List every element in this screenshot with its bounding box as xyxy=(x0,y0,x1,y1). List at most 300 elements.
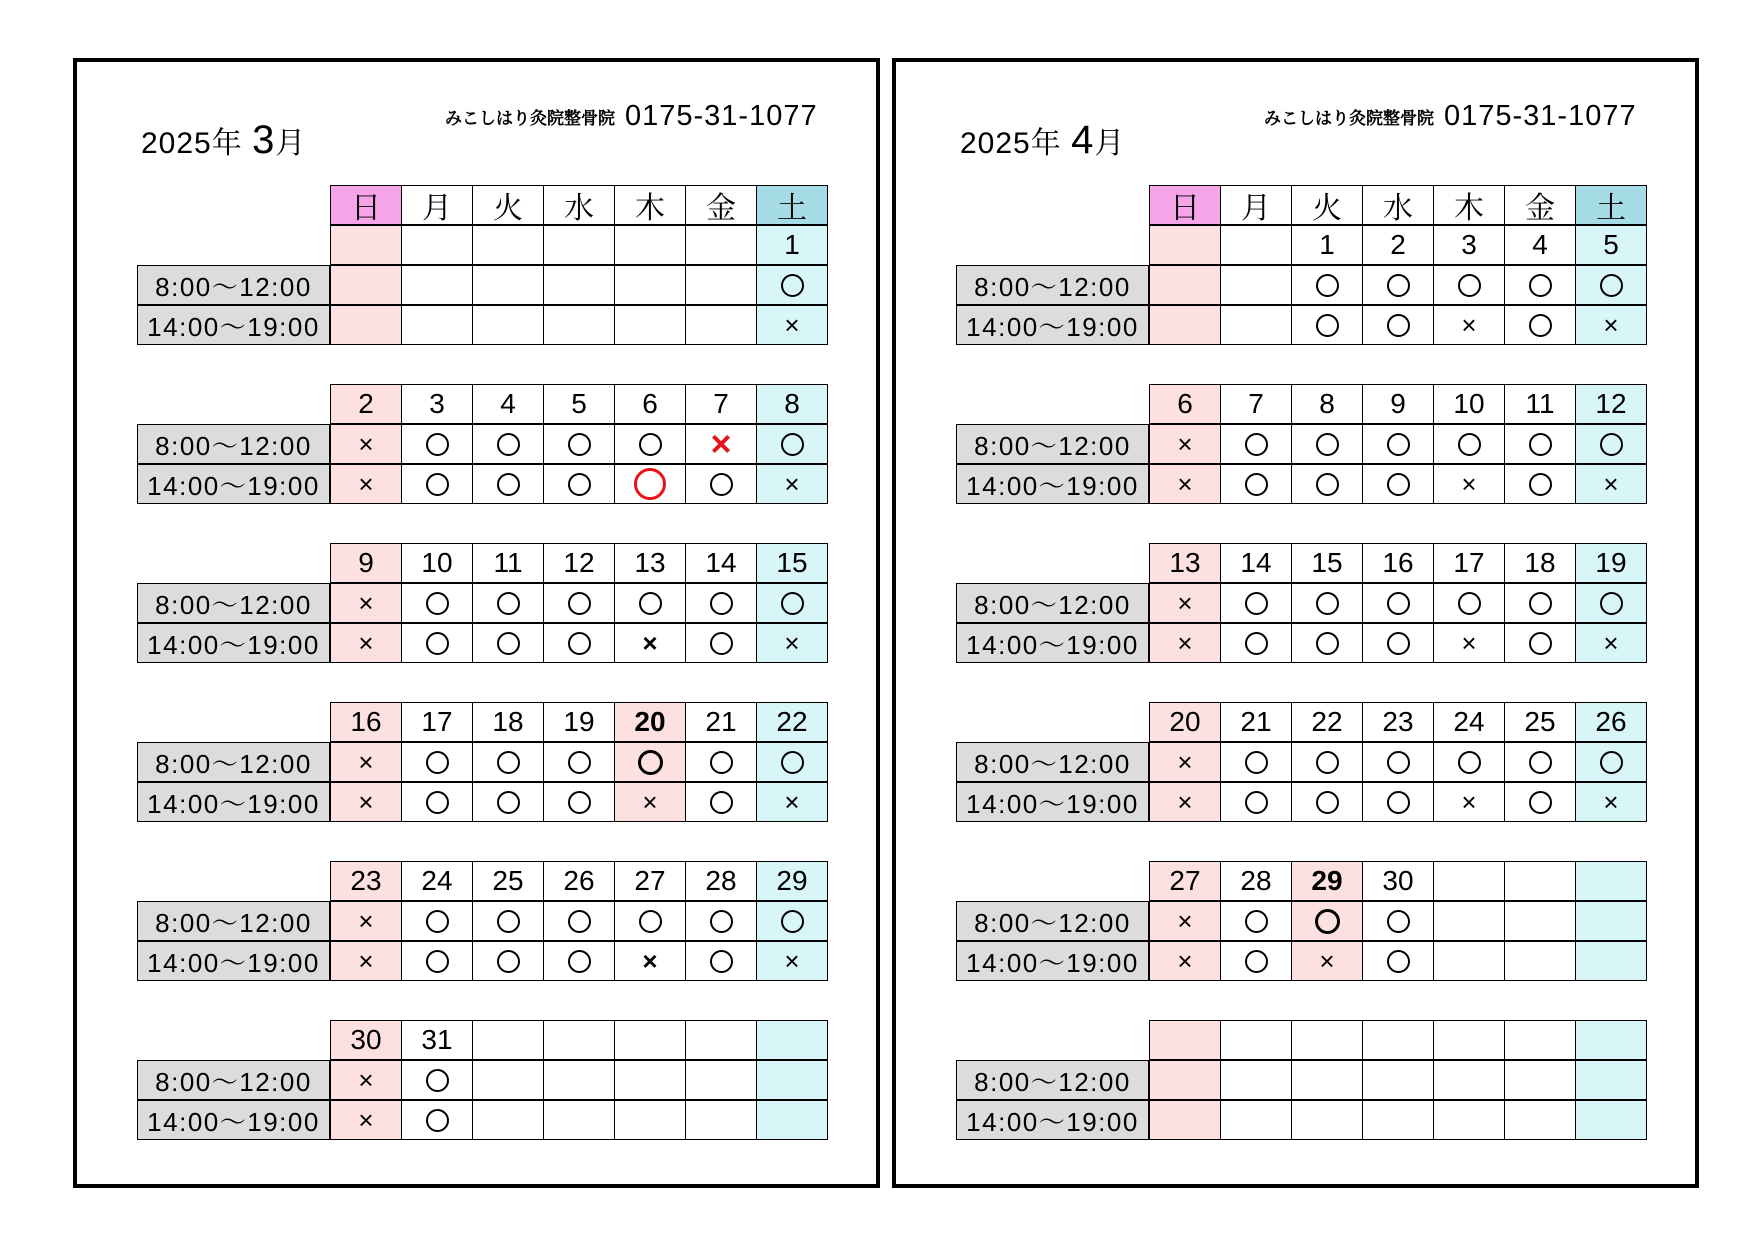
open-mark-icon xyxy=(1529,473,1552,496)
slot-cell xyxy=(614,464,686,504)
date-cell: 2 xyxy=(1362,225,1434,265)
open-mark-icon xyxy=(639,433,662,456)
open-mark-icon xyxy=(568,791,591,814)
date-cell: 8 xyxy=(756,384,828,424)
open-mark-icon xyxy=(710,791,733,814)
open-mark-icon xyxy=(1387,473,1410,496)
slot-cell xyxy=(472,583,544,623)
open-mark-icon xyxy=(781,274,804,297)
slot-cell xyxy=(1433,583,1505,623)
closed-mark-icon: × xyxy=(642,787,658,817)
slot-cell xyxy=(1362,424,1434,464)
slot-cell xyxy=(1291,265,1363,305)
date-cell: 26 xyxy=(1575,702,1647,742)
slot-cell xyxy=(543,583,615,623)
slot-cell xyxy=(401,1060,473,1100)
open-mark-icon xyxy=(1387,791,1410,814)
month-unit: 月 xyxy=(1094,127,1126,160)
open-mark-icon xyxy=(634,468,666,500)
date-cell: 14 xyxy=(685,543,757,583)
open-mark-icon xyxy=(1600,274,1623,297)
closed-mark-icon: × xyxy=(1177,747,1193,777)
slot-cell xyxy=(1575,901,1647,941)
slot-cell xyxy=(401,941,473,981)
slot-cell xyxy=(401,583,473,623)
slot-cell xyxy=(1220,901,1292,941)
open-mark-icon xyxy=(710,751,733,774)
slot-cell xyxy=(756,424,828,464)
slot-cell xyxy=(756,265,828,305)
slot-cell xyxy=(401,742,473,782)
weekday-cell: 木 xyxy=(614,185,686,225)
slot-cell xyxy=(1504,1060,1576,1100)
slot-cell xyxy=(1291,941,1363,981)
slot-cell xyxy=(685,901,757,941)
slot-cell xyxy=(330,1100,402,1140)
slot-cell xyxy=(685,305,757,345)
open-mark-icon xyxy=(710,910,733,933)
clinic-phone: 0175-31-1077 xyxy=(1444,100,1637,132)
slot-cell xyxy=(1149,424,1221,464)
closed-mark-icon: × xyxy=(358,628,374,658)
weekday-cell: 土 xyxy=(756,185,828,225)
date-cell: 17 xyxy=(1433,543,1505,583)
date-cell xyxy=(1291,1020,1363,1060)
open-mark-icon xyxy=(426,791,449,814)
slot-cell xyxy=(1362,1060,1434,1100)
open-mark-icon xyxy=(1315,909,1340,934)
date-cell: 13 xyxy=(1149,543,1221,583)
closed-mark-icon: × xyxy=(1461,469,1477,499)
open-mark-icon xyxy=(710,473,733,496)
closed-mark-icon: × xyxy=(1603,628,1619,658)
slot-cell xyxy=(330,941,402,981)
open-mark-icon xyxy=(426,632,449,655)
date-cell: 6 xyxy=(1149,384,1221,424)
open-mark-icon xyxy=(1387,950,1410,973)
slot-cell xyxy=(1504,583,1576,623)
open-mark-icon xyxy=(781,910,804,933)
closed-mark-icon: × xyxy=(1461,628,1477,658)
open-mark-icon xyxy=(568,910,591,933)
slot-cell xyxy=(1433,424,1505,464)
date-cell: 23 xyxy=(330,861,402,901)
closed-mark-icon: × xyxy=(1177,906,1193,936)
date-cell: 19 xyxy=(1575,543,1647,583)
open-mark-icon xyxy=(1387,910,1410,933)
slot-cell xyxy=(614,901,686,941)
slot-cell xyxy=(1220,265,1292,305)
slot-cell xyxy=(543,742,615,782)
time-slot-label: 8:00〜12:00 xyxy=(956,901,1149,941)
slot-cell xyxy=(614,583,686,623)
calendar-panel-april xyxy=(892,58,1699,1188)
closed-mark-icon: × xyxy=(1177,628,1193,658)
date-cell: 1 xyxy=(1291,225,1363,265)
slot-cell xyxy=(756,464,828,504)
closed-mark-icon: × xyxy=(710,423,732,464)
year-text: 2025年 xyxy=(960,127,1062,160)
closed-mark-icon: × xyxy=(784,469,800,499)
open-mark-icon xyxy=(781,592,804,615)
time-slot-label: 14:00〜19:00 xyxy=(137,623,330,663)
time-slot-label: 8:00〜12:00 xyxy=(137,265,330,305)
month-number: 4 xyxy=(1071,118,1095,162)
open-mark-icon xyxy=(1529,314,1552,337)
date-cell: 20 xyxy=(614,702,686,742)
slot-cell xyxy=(1504,782,1576,822)
slot-cell xyxy=(401,1100,473,1140)
slot-cell xyxy=(330,782,402,822)
time-slot-label: 14:00〜19:00 xyxy=(137,305,330,345)
open-mark-icon xyxy=(1245,910,1268,933)
closed-mark-icon: × xyxy=(784,628,800,658)
slot-cell xyxy=(1504,464,1576,504)
slot-cell xyxy=(1220,623,1292,663)
slot-cell xyxy=(614,782,686,822)
date-cell xyxy=(472,225,544,265)
open-mark-icon xyxy=(1458,433,1481,456)
time-slot-label: 14:00〜19:00 xyxy=(956,941,1149,981)
time-slot-label: 14:00〜19:00 xyxy=(956,782,1149,822)
date-cell: 5 xyxy=(1575,225,1647,265)
date-cell: 25 xyxy=(472,861,544,901)
slot-cell xyxy=(330,265,402,305)
slot-cell xyxy=(1291,742,1363,782)
date-cell xyxy=(685,1020,757,1060)
date-cell: 11 xyxy=(472,543,544,583)
closed-mark-icon: × xyxy=(784,310,800,340)
slot-cell xyxy=(1575,941,1647,981)
time-slot-label: 8:00〜12:00 xyxy=(137,424,330,464)
slot-cell xyxy=(685,782,757,822)
open-mark-icon xyxy=(1245,950,1268,973)
time-slot-label: 8:00〜12:00 xyxy=(956,742,1149,782)
time-slot-label: 8:00〜12:00 xyxy=(137,742,330,782)
slot-cell xyxy=(756,941,828,981)
slot-cell xyxy=(1433,901,1505,941)
slot-cell xyxy=(401,424,473,464)
open-mark-icon xyxy=(497,473,520,496)
clinic-name: みこしはり灸院整骨院 xyxy=(1264,109,1434,128)
slot-cell xyxy=(1433,265,1505,305)
open-mark-icon xyxy=(426,473,449,496)
open-mark-icon xyxy=(639,910,662,933)
date-cell: 27 xyxy=(614,861,686,901)
slot-cell xyxy=(472,623,544,663)
date-cell: 9 xyxy=(330,543,402,583)
date-cell xyxy=(1575,1020,1647,1060)
date-cell: 11 xyxy=(1504,384,1576,424)
slot-cell xyxy=(756,1060,828,1100)
date-cell: 15 xyxy=(756,543,828,583)
closed-mark-icon: × xyxy=(1177,946,1193,976)
date-cell: 7 xyxy=(685,384,757,424)
slot-cell xyxy=(1575,305,1647,345)
date-cell: 4 xyxy=(472,384,544,424)
slot-cell xyxy=(1504,623,1576,663)
slot-cell xyxy=(1575,742,1647,782)
open-mark-icon xyxy=(1245,632,1268,655)
open-mark-icon xyxy=(1245,433,1268,456)
slot-cell xyxy=(756,742,828,782)
slot-cell xyxy=(1575,265,1647,305)
slot-cell xyxy=(1504,941,1576,981)
date-cell xyxy=(1504,861,1576,901)
open-mark-icon xyxy=(1245,473,1268,496)
slot-cell xyxy=(1433,782,1505,822)
slot-cell xyxy=(756,305,828,345)
slot-cell xyxy=(614,1100,686,1140)
date-cell: 2 xyxy=(330,384,402,424)
date-cell: 14 xyxy=(1220,543,1292,583)
slot-cell xyxy=(1362,464,1434,504)
slot-cell xyxy=(1291,901,1363,941)
weekday-cell: 月 xyxy=(401,185,473,225)
slot-cell xyxy=(1433,1060,1505,1100)
closed-mark-icon: × xyxy=(784,787,800,817)
open-mark-icon xyxy=(1387,314,1410,337)
clinic-name: みこしはり灸院整骨院 xyxy=(445,109,615,128)
open-mark-icon xyxy=(1529,791,1552,814)
open-mark-icon xyxy=(568,632,591,655)
open-mark-icon xyxy=(426,1069,449,1092)
weekday-cell: 水 xyxy=(543,185,615,225)
weekday-cell: 日 xyxy=(1149,185,1221,225)
date-cell: 16 xyxy=(330,702,402,742)
date-cell: 27 xyxy=(1149,861,1221,901)
date-cell: 29 xyxy=(1291,861,1363,901)
slot-cell xyxy=(330,424,402,464)
slot-cell xyxy=(543,782,615,822)
open-mark-icon xyxy=(497,751,520,774)
date-cell: 30 xyxy=(1362,861,1434,901)
slot-cell xyxy=(543,305,615,345)
slot-cell xyxy=(472,265,544,305)
date-cell: 31 xyxy=(401,1020,473,1060)
slot-cell xyxy=(1220,305,1292,345)
slot-cell xyxy=(614,424,686,464)
slot-cell xyxy=(685,464,757,504)
clinic-header xyxy=(445,100,818,133)
date-cell: 3 xyxy=(1433,225,1505,265)
slot-cell xyxy=(1149,742,1221,782)
open-mark-icon xyxy=(1529,632,1552,655)
closed-mark-icon: × xyxy=(358,906,374,936)
month-number: 3 xyxy=(252,118,276,162)
month-unit: 月 xyxy=(275,127,307,160)
slot-cell xyxy=(1575,782,1647,822)
slot-cell xyxy=(685,424,757,464)
open-mark-icon xyxy=(781,751,804,774)
date-cell: 12 xyxy=(543,543,615,583)
weekday-cell: 金 xyxy=(1504,185,1576,225)
date-cell: 1 xyxy=(756,225,828,265)
date-cell: 18 xyxy=(472,702,544,742)
date-cell: 20 xyxy=(1149,702,1221,742)
slot-cell xyxy=(330,305,402,345)
date-cell: 24 xyxy=(401,861,473,901)
open-mark-icon xyxy=(1387,433,1410,456)
date-cell: 13 xyxy=(614,543,686,583)
open-mark-icon xyxy=(426,592,449,615)
slot-cell xyxy=(1149,305,1221,345)
weekday-cell: 土 xyxy=(1575,185,1647,225)
time-slot-label: 14:00〜19:00 xyxy=(956,464,1149,504)
slot-cell xyxy=(756,782,828,822)
slot-cell xyxy=(1220,782,1292,822)
closed-mark-icon: × xyxy=(358,747,374,777)
slot-cell xyxy=(756,1100,828,1140)
slot-cell xyxy=(330,583,402,623)
slot-cell xyxy=(1433,464,1505,504)
weekday-cell: 金 xyxy=(685,185,757,225)
open-mark-icon xyxy=(497,433,520,456)
slot-cell xyxy=(1433,941,1505,981)
open-mark-icon xyxy=(568,950,591,973)
clinic-header xyxy=(1264,100,1637,133)
date-cell: 7 xyxy=(1220,384,1292,424)
slot-cell xyxy=(1291,424,1363,464)
time-slot-label: 8:00〜12:00 xyxy=(956,1060,1149,1100)
open-mark-icon xyxy=(497,950,520,973)
time-slot-label: 8:00〜12:00 xyxy=(137,583,330,623)
open-mark-icon xyxy=(1245,751,1268,774)
slot-cell xyxy=(401,464,473,504)
slot-cell xyxy=(401,265,473,305)
date-cell xyxy=(1433,1020,1505,1060)
closed-mark-icon: × xyxy=(358,588,374,618)
weekday-cell: 日 xyxy=(330,185,402,225)
open-mark-icon xyxy=(1245,791,1268,814)
open-mark-icon xyxy=(710,592,733,615)
slot-cell xyxy=(1149,265,1221,305)
slot-cell xyxy=(1362,305,1434,345)
slot-cell xyxy=(1291,583,1363,623)
open-mark-icon xyxy=(1316,632,1339,655)
open-mark-icon xyxy=(1529,433,1552,456)
open-mark-icon xyxy=(1458,751,1481,774)
slot-cell xyxy=(401,901,473,941)
date-cell: 9 xyxy=(1362,384,1434,424)
date-cell xyxy=(1220,225,1292,265)
slot-cell xyxy=(543,424,615,464)
slot-cell xyxy=(685,583,757,623)
closed-mark-icon: × xyxy=(358,787,374,817)
slot-cell xyxy=(330,623,402,663)
date-cell xyxy=(1575,861,1647,901)
date-cell: 28 xyxy=(685,861,757,901)
slot-cell xyxy=(543,265,615,305)
open-mark-icon xyxy=(1245,592,1268,615)
slot-cell xyxy=(1291,464,1363,504)
calendar-panel-march xyxy=(73,58,880,1188)
date-cell: 22 xyxy=(1291,702,1363,742)
date-cell: 30 xyxy=(330,1020,402,1060)
time-slot-label: 8:00〜12:00 xyxy=(137,901,330,941)
slot-cell xyxy=(472,464,544,504)
slot-cell xyxy=(756,623,828,663)
weekday-cell: 火 xyxy=(472,185,544,225)
year-text: 2025年 xyxy=(141,127,243,160)
open-mark-icon xyxy=(1600,592,1623,615)
closed-mark-icon: × xyxy=(1603,310,1619,340)
date-cell xyxy=(1433,861,1505,901)
open-mark-icon xyxy=(1387,274,1410,297)
slot-cell xyxy=(1362,742,1434,782)
date-cell: 5 xyxy=(543,384,615,424)
slot-cell xyxy=(1291,782,1363,822)
open-mark-icon xyxy=(1316,274,1339,297)
slot-cell xyxy=(401,305,473,345)
slot-cell xyxy=(1149,1100,1221,1140)
open-mark-icon xyxy=(497,632,520,655)
closed-mark-icon: × xyxy=(358,429,374,459)
slot-cell xyxy=(1362,1100,1434,1140)
time-slot-label: 8:00〜12:00 xyxy=(956,265,1149,305)
open-mark-icon xyxy=(1387,632,1410,655)
slot-cell xyxy=(543,1060,615,1100)
slot-cell xyxy=(472,782,544,822)
time-slot-label: 14:00〜19:00 xyxy=(137,464,330,504)
slot-cell xyxy=(614,941,686,981)
weekday-cell: 月 xyxy=(1220,185,1292,225)
date-cell xyxy=(685,225,757,265)
open-mark-icon xyxy=(568,751,591,774)
date-cell: 22 xyxy=(756,702,828,742)
slot-cell xyxy=(1362,623,1434,663)
slot-cell xyxy=(1575,583,1647,623)
closed-mark-icon: × xyxy=(1461,310,1477,340)
weekday-cell: 木 xyxy=(1433,185,1505,225)
closed-mark-icon: × xyxy=(1319,946,1335,976)
slot-cell xyxy=(1504,1100,1576,1140)
date-cell: 23 xyxy=(1362,702,1434,742)
open-mark-icon xyxy=(426,910,449,933)
slot-cell xyxy=(1291,305,1363,345)
slot-cell xyxy=(1220,742,1292,782)
open-mark-icon xyxy=(781,433,804,456)
date-cell: 26 xyxy=(543,861,615,901)
slot-cell xyxy=(1362,583,1434,623)
slot-cell xyxy=(1149,1060,1221,1100)
open-mark-icon xyxy=(426,950,449,973)
slot-cell xyxy=(1291,1100,1363,1140)
closed-mark-icon: × xyxy=(784,946,800,976)
date-cell xyxy=(1362,1020,1434,1060)
time-slot-label: 14:00〜19:00 xyxy=(956,1100,1149,1140)
date-cell: 25 xyxy=(1504,702,1576,742)
slot-cell xyxy=(472,901,544,941)
date-cell: 8 xyxy=(1291,384,1363,424)
slot-cell xyxy=(543,1100,615,1140)
open-mark-icon xyxy=(426,1109,449,1132)
date-cell xyxy=(1220,1020,1292,1060)
open-mark-icon xyxy=(1316,433,1339,456)
closed-mark-icon: × xyxy=(1603,787,1619,817)
slot-cell xyxy=(1575,1100,1647,1140)
date-cell: 6 xyxy=(614,384,686,424)
open-mark-icon xyxy=(1600,751,1623,774)
date-cell: 19 xyxy=(543,702,615,742)
date-cell: 28 xyxy=(1220,861,1292,901)
slot-cell xyxy=(472,305,544,345)
slot-cell xyxy=(1575,623,1647,663)
slot-cell xyxy=(685,742,757,782)
slot-cell xyxy=(1575,464,1647,504)
slot-cell xyxy=(330,464,402,504)
slot-cell xyxy=(1220,941,1292,981)
